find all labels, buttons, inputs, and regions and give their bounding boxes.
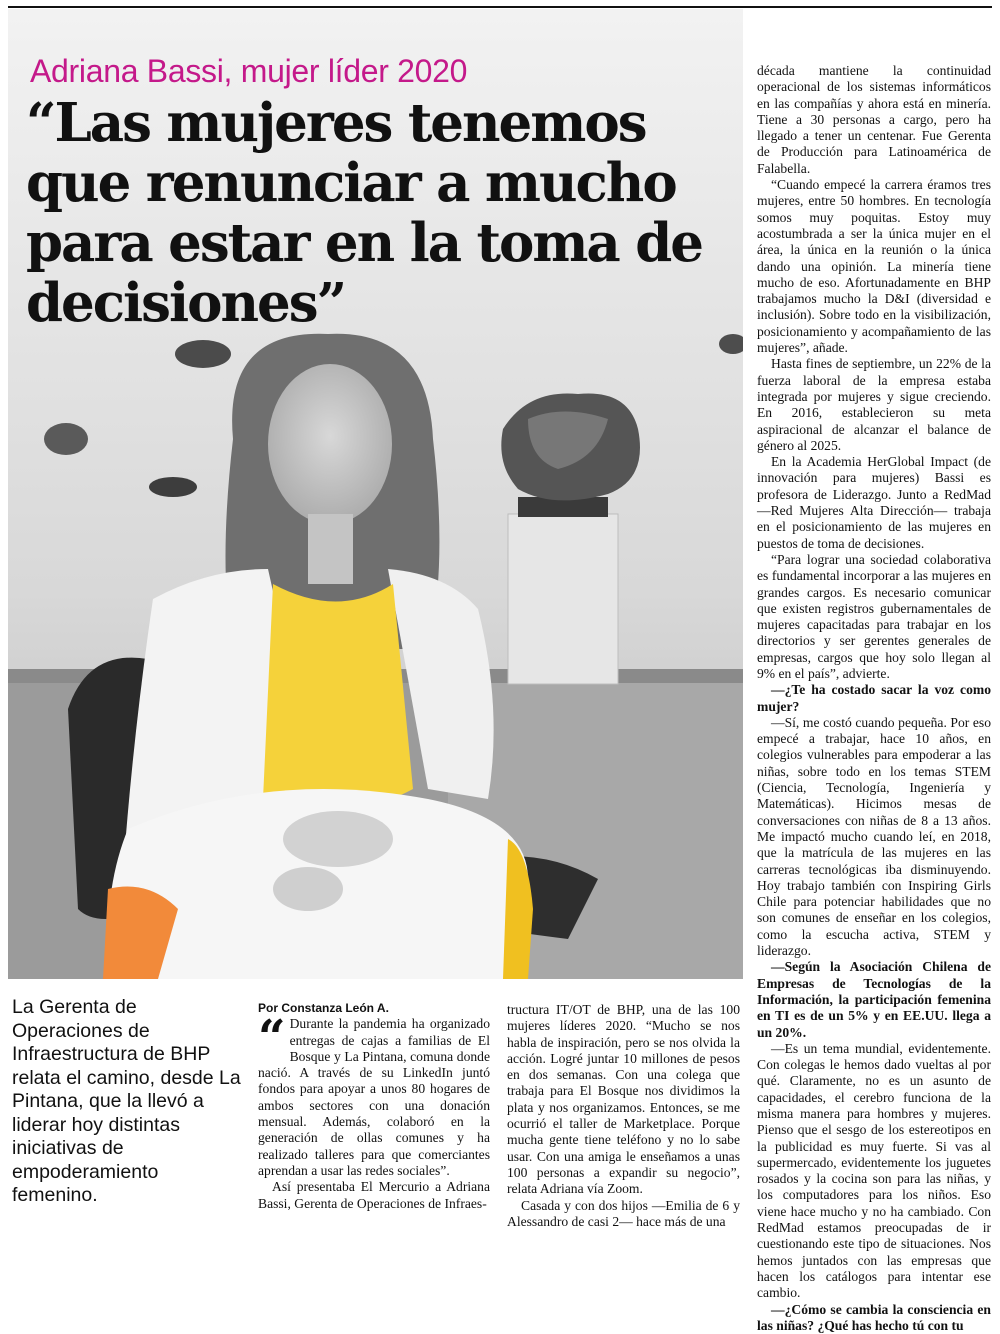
quote-mark: “: [258, 1010, 286, 1067]
lede: La Gerenta de Operaciones de Infraestructura de BHP relata el camino, desde La Pintana, que la llevó a liderar hoy distintas iniciativas de empoderamiento femenino.: [12, 996, 241, 1206]
interview-question: —¿Te ha costado sacar la voz como mujer?: [757, 682, 991, 714]
top-rule: [8, 6, 992, 8]
column-3: [757, 63, 991, 1334]
body-paragraph: “Para lograr una sociedad colaborativa es fundamental incorporar a las mujeres en grandes cargos. Es necesario comunicar que existen registros gubernamentales de mujeres capacitadas para trabajar en los directorios y ser gerentes generales de empresas, cargos que hoy solo llegan al 9% en el país”, advierte.: [757, 551, 991, 681]
body-paragraph: década mantiene la continuidad operacional de los sistemas informáticos en las compañías y ahora está en minería. Tiene a 30 personas a cargo, pero ha llegado a tener un centenar. Fue Gerenta de Producción para Latinoamérica de Falabella.: [757, 63, 991, 176]
body-paragraph: Casada y con dos hijos —Emilia de 6 y Alessandro de casi 2— hace más de una: [507, 1197, 740, 1229]
column-2: [507, 1002, 740, 1230]
interview-question: —¿Cómo se cambia la consciencia en las niñas? ¿Qué has hecho tú con tu: [757, 1301, 991, 1333]
body-paragraph: “Cuando empecé la carrera éramos tres mujeres, entre 50 hombres. En tecnología somos muy poquitas. Estoy muy acostumbrada a ser la única mujer en el área, la única en la reunión o la única dando una opinión. La minería tiene mucho de eso. Afortunadamente en BHP trabajamos mucho la D&I (diversidad e inclusión). Sobre todo en la visibilización, posicionamiento y acompañamiento de las mujeres”, añade.: [757, 177, 991, 356]
body-paragraph: Hasta fines de septiembre, un 22% de la fuerza laboral de la empresa estaba integrada por mujeres y sigue creciendo. En 2016, establecieron su meta aspiracional de alcanzar el balance de género al 2025.: [757, 356, 991, 453]
kicker: Adriana Bassi, mujer líder 2020: [30, 53, 468, 89]
body-paragraph: —Es un tema mundial, evidentemente. Con colegas le hemos dado vueltas al por qué. Claramente, no es un asunto de capacidades, el cerebro funciona de la misma manera para hombres y mujeres. Pienso que el sesgo de los estereotipos en la publicidad es muy fuerte. Si vas al supermercado, evidentemente los juguetes rosados y la cocina son para las niñas, y los computadores para los niños. Eso viene hace mucho y no ha cambiado. Con RedMad estamos preocupadas de ir cuestionando este tipo de situaciones. Nos hemos juntados con las empresas que hacen los catálogos para intentar ese cambio.: [757, 1040, 991, 1301]
portrait-photo: [8, 9, 743, 979]
paragraph-text: Durante la pandemia ha organizado entregas de cajas a familias de El Bosque y La Pintana, comuna donde nació. A través de su LinkedIn juntó fondos para apoyar a unos 80 hogares de ambos sectores con una donación mensual. Además, colaboró en la generación de ollas comunes y ha realizado talleres para que comerciantes aprendan a usar las redes sociales”.: [258, 1016, 490, 1178]
body-paragraph: tructura IT/OT de BHP, una de las 100 mujeres líderes 2020. “Mucho se nos habla de inspiración, pero se nos olvida la acción. Logré juntar 10 millones de pesos en dos semanas. Con una colega que trabaja para El Bosque nos dividimos la plata y nos organizamos. Entonces, se me ocurrió el taller de Marketplace. Porque mucha gente tiene teléfono y no lo sabe usar. Con una amiga le enseñamos a unas 100 personas a expandir su negocio”, relata Adriana vía Zoom.: [507, 1002, 740, 1197]
body-paragraph: En la Academia HerGlobal Impact (de innovación para mujeres) Bassi es profesora de Liderazgo. Junto a RedMad —Red Mujeres Alta Dirección— trabaja en el posicionamiento de las mujeres en puestos de toma de decisiones.: [757, 454, 991, 551]
column-1: [258, 1000, 490, 1212]
headline: “Las mujeres tenemos que renunciar a mucho para estar en la toma de decisiones”: [26, 92, 702, 334]
body-paragraph: Así presentaba El Mercurio a Adriana Bassi, Gerenta de Operaciones de Infraes-: [258, 1179, 490, 1211]
body-paragraph: —Sí, me costó cuando pequeña. Por eso empecé a trabajar, hace 10 años, en colegios vulnerables para empoderar a las niñas, sobre todo en los temas STEM (Ciencia, Tecnología, Ingeniería y Matemáticas). Hicimos mesas de conversaciones con niñas de 8 a 13 años. Me impactó mucho cuando leí, en 2018, que la matrícula de las mujeres en las carreras tecnológicas iba disminuyendo. Hoy trabajo también con Inspiring Girls Chile para potenciar habilidades que no son comunes de enseñar en los colegios, como la escucha activa, STEM y liderazgo.: [757, 714, 991, 959]
interview-question: —Según la Asociación Chilena de Empresas de Tecnologías de la Información, la participación femenina en TI es de un 5% y en EE.UU. llega a un 20%.: [757, 959, 991, 1040]
body-paragraph: [258, 1010, 490, 1179]
byline: Por Constanza León A.: [258, 1001, 389, 1015]
